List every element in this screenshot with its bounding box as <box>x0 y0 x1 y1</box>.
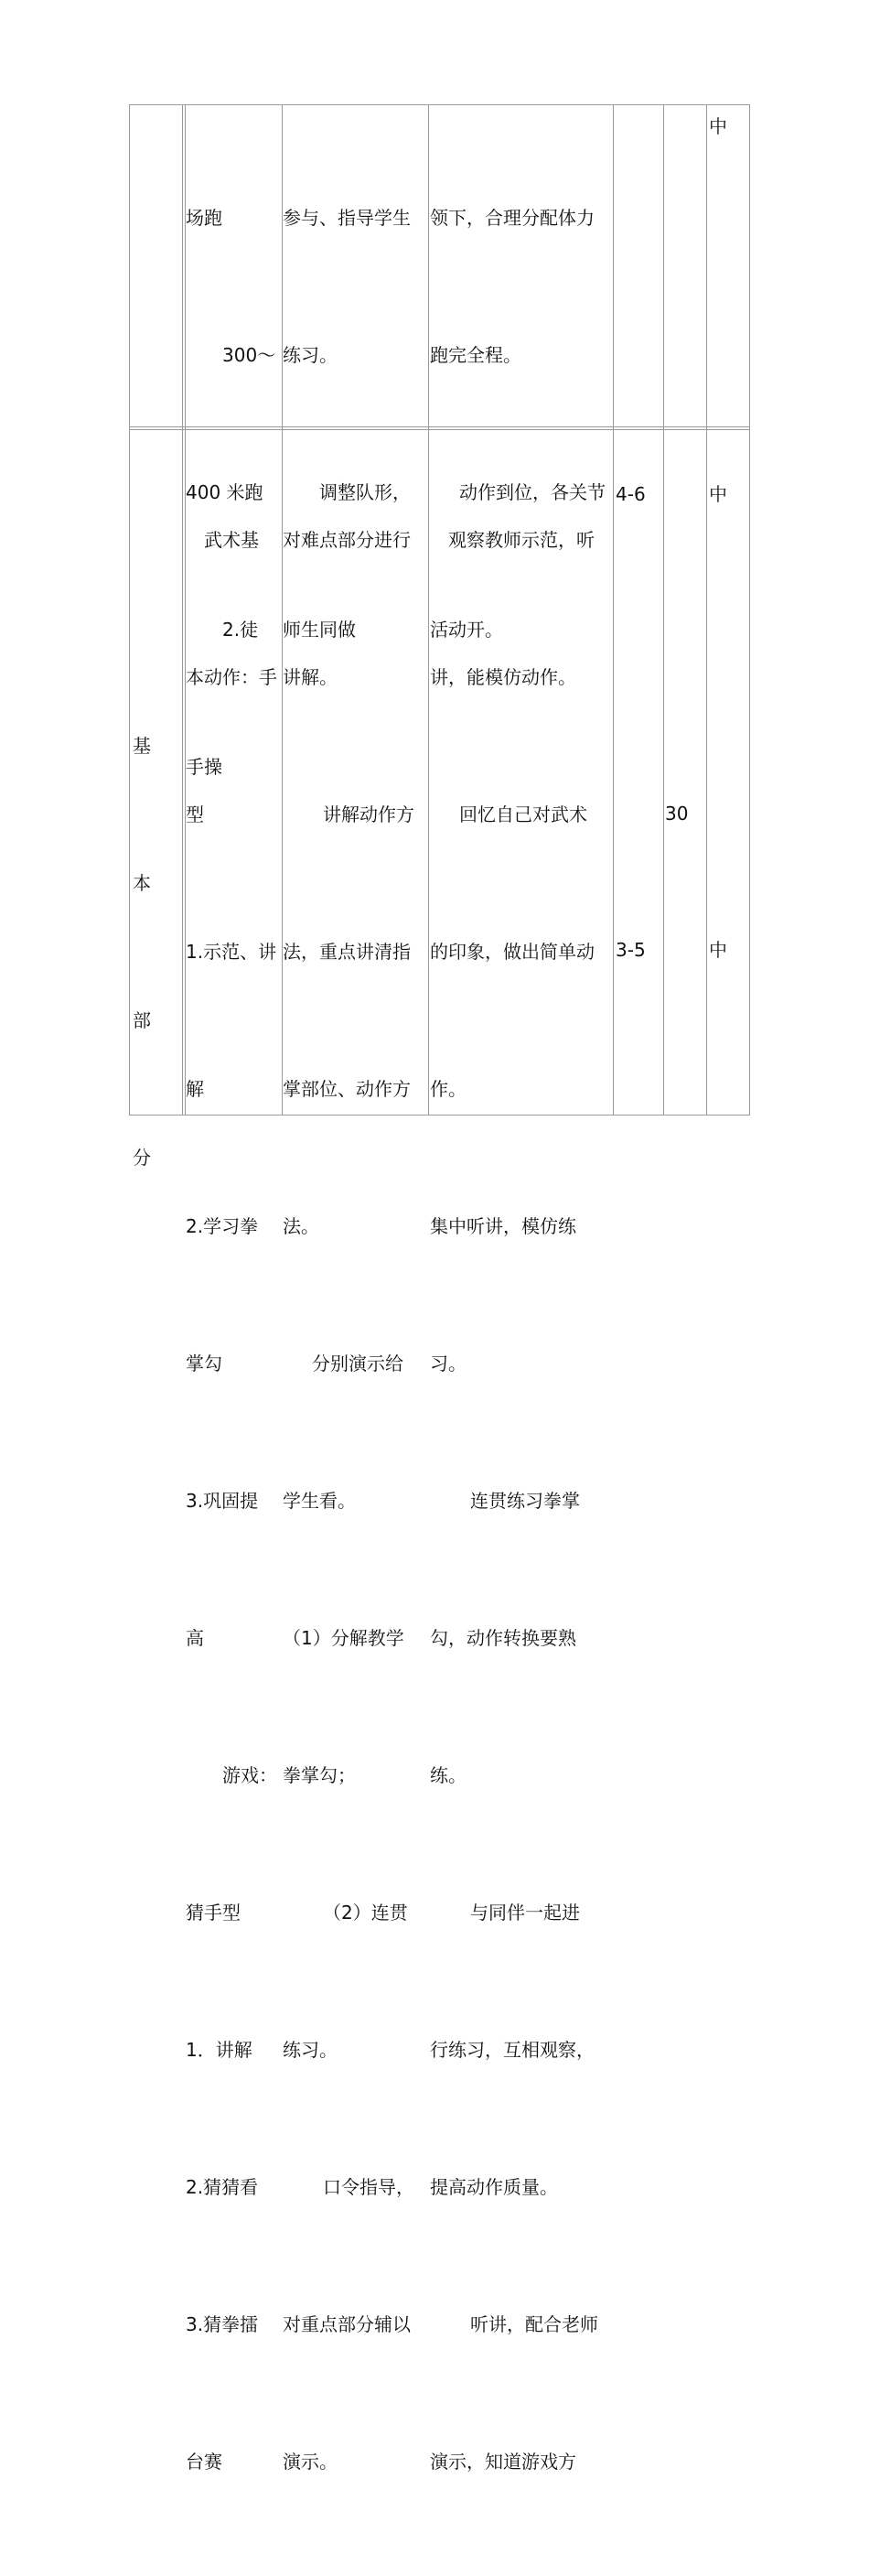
row2-content-line: 3.猜拳擂 <box>186 2313 259 2335</box>
row1-teacher-line: 练习。 <box>283 344 338 366</box>
row2-student-line: 作。 <box>430 1078 467 1100</box>
row2-teacher-line: 对重点部分辅以 <box>283 2313 411 2335</box>
row2-student-line: 提高动作质量。 <box>430 2176 558 2198</box>
col-border-1 <box>182 104 183 1116</box>
row2-student-line: 连贯练习拳掌 <box>470 1490 580 1512</box>
row2-content-line: 猜手型 <box>186 1902 241 1924</box>
row2-count-2: 3-5 <box>616 939 646 961</box>
row2-teacher-line: 对难点部分进行 <box>283 529 411 551</box>
row2-teacher-line: 分别演示给 <box>312 1353 403 1374</box>
row1-student-line: 动作到位，各关节 <box>459 481 606 503</box>
row2-teacher-line: 法，重点讲清指 <box>283 941 411 963</box>
row2-teacher-line: 掌部位、动作方 <box>283 1078 411 1100</box>
row2-time: 30 <box>665 803 689 825</box>
row2-student-line: 演示，知道游戏方 <box>430 2451 576 2473</box>
col-border-4 <box>613 104 614 1116</box>
part-label-char: 本 <box>133 872 151 894</box>
row2-count-1: 4-6 <box>616 483 646 505</box>
row1-content-line: 400 米跑 <box>186 481 263 503</box>
row2-content-line: 3.巩固提 <box>186 1490 259 1512</box>
row2-teacher-line: 演示。 <box>283 2451 338 2473</box>
row2-student-line: 讲，能模仿动作。 <box>430 666 576 688</box>
col-border-6 <box>706 104 707 1116</box>
row1-intensity: 中 <box>709 115 727 137</box>
row2-content-line: 本动作：手 <box>186 666 277 688</box>
row2-content-line: 1．讲解 <box>186 2039 252 2061</box>
row2-teacher-line: （1）分解教学 <box>283 1627 404 1649</box>
row2-content-line: 台赛 <box>186 2451 222 2473</box>
row2-content-line: 2.猜猜看 <box>186 2176 259 2198</box>
row2-student-line: 的印象，做出简单动 <box>430 941 595 963</box>
row1-teacher-line: 调整队形， <box>319 481 411 503</box>
row2-part-cell <box>133 631 178 1272</box>
row2-content-line: 解 <box>186 1078 204 1100</box>
row2-intensity-2: 中 <box>709 939 727 961</box>
row2-teacher-line: 拳掌勾； <box>283 1764 356 1786</box>
row2-teacher-cell <box>283 426 427 2576</box>
row2-content-line: 型 <box>186 803 204 825</box>
row2-student-line: 习。 <box>430 1353 467 1374</box>
row2-student-line: 勾，动作转换要熟 <box>430 1627 576 1649</box>
row2-student-line: 与同伴一起进 <box>470 1902 580 1924</box>
row1-content-line: 2.徒 <box>222 619 259 641</box>
row2-content-line: 1.示范、讲 <box>186 941 277 963</box>
col-border-7 <box>749 104 750 1116</box>
row2-teacher-line: （2）连贯 <box>323 1902 408 1924</box>
col-border-3 <box>428 104 429 1116</box>
row1-student-line: 领下，合理分配体力 <box>430 207 595 229</box>
row2-student-line: 听讲，配合老师 <box>470 2313 598 2335</box>
row2-student-line: 回忆自己对武术 <box>459 803 587 825</box>
row2-teacher-line: 口令指导， <box>323 2176 414 2198</box>
row1-student-line: 跑完全程。 <box>430 344 521 366</box>
row1-teacher-line: 参与、指导学生 <box>283 207 411 229</box>
row1-content-line: 场跑 <box>186 207 222 229</box>
row2-content-line: 高 <box>186 1627 204 1649</box>
col-border-0 <box>129 104 130 1116</box>
part-label-char: 部 <box>133 1009 151 1031</box>
row2-teacher-line: 讲解动作方 <box>323 803 414 825</box>
row2-teacher-line: 学生看。 <box>283 1490 356 1512</box>
part-label-char: 分 <box>133 1147 151 1169</box>
row2-student-cell <box>430 426 613 2576</box>
row1-content-line: 手操 <box>186 756 222 778</box>
row2-teacher-line: 法。 <box>283 1215 319 1237</box>
part-label-char: 基 <box>133 735 151 757</box>
row2-student-line: 练。 <box>430 1764 467 1786</box>
row2-content-line: 2.学习拳 <box>186 1215 259 1237</box>
row1-teacher-line: 师生同做 <box>283 619 356 641</box>
row2-student-line: 行练习，互相观察， <box>430 2039 595 2061</box>
row2-content-line: 游戏： <box>222 1764 277 1786</box>
row1-student-line: 活动开。 <box>430 619 503 641</box>
row2-content-line: 掌勾 <box>186 1353 222 1374</box>
row2-teacher-line: 讲解。 <box>283 666 338 688</box>
col-border-5 <box>663 104 664 1116</box>
row2-teacher-line: 练习。 <box>283 2039 338 2061</box>
row1-content-line: 300～ <box>222 344 276 366</box>
row2-content-cell <box>186 426 281 2576</box>
row2-intensity-1: 中 <box>709 483 727 505</box>
row2-student-line: 观察教师示范，听 <box>448 529 595 551</box>
row2-student-line: 集中听讲，模仿练 <box>430 1215 576 1237</box>
row2-content-line: 武术基 <box>204 529 259 551</box>
